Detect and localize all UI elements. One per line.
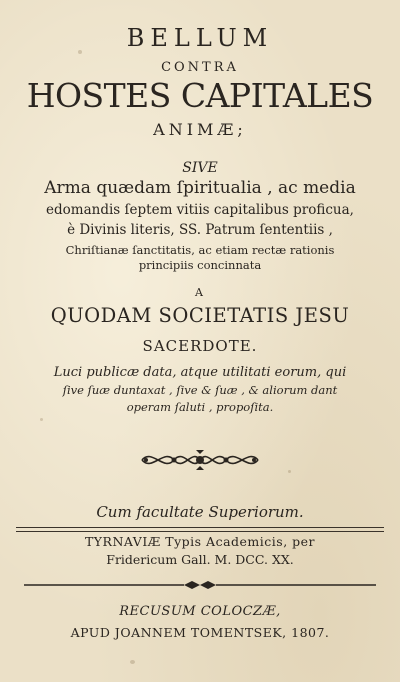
subtitle-line-4: Chriſtianæ ſanctitatis, ac etiam rectæ rationis	[65, 243, 335, 257]
author-sacerdote: SACERDOTE.	[142, 337, 258, 355]
imprint-line-1: TYRNAVIÆ Typis Academicis, per	[84, 534, 316, 549]
title-animae: ANIMÆ;	[153, 120, 247, 139]
reprint-line-1: RECUSUM COLOCZÆ,	[119, 604, 281, 619]
subtitle-line-2: edomandis ſeptem vitiis capitalibus proficua,	[46, 202, 354, 218]
rule-divider	[16, 527, 384, 528]
dedication-line-2: ſive ſuæ duntaxat , ſive & ſuæ , & aliorum dant	[62, 383, 338, 397]
dedication-line-1: Luci publicæ data, atque utilitati eorum, qui	[53, 365, 347, 380]
imprimatur-line: Cum facultate Superiorum.	[96, 503, 304, 521]
reprint-line-2: APUD JOANNEM TOMENTSEK, 1807.	[70, 625, 330, 640]
author-prefix: A	[195, 286, 205, 299]
printers-ornament	[138, 445, 262, 475]
paper-foxing-spot	[130, 660, 135, 664]
rule-divider-thin	[16, 531, 384, 532]
title-bellum: BELLUM	[126, 24, 274, 52]
subtitle-line-3: è Divinis literis, SS. Patrum ſententiis ,	[67, 222, 333, 238]
imprint-line-2: Fridericum Gall. M. DCC. XX.	[106, 552, 294, 567]
title-contra: CONTRA	[161, 60, 239, 75]
paper-foxing-spot	[288, 470, 291, 473]
subtitle-line-5: principiis concinnata	[138, 258, 262, 272]
subtitle-sive: SIVE	[182, 160, 218, 176]
paper-foxing-spot	[78, 50, 82, 54]
dedication-line-3: operam ſaluti , propoſita.	[126, 400, 274, 414]
author-line: QUODAM SOCIETATIS JESU	[50, 304, 350, 327]
title-hostes-capitales: HOSTES CAPITALES	[26, 76, 374, 115]
subtitle-line-1: Arma quædam ſpiritualia , ac media	[44, 178, 356, 198]
paper-foxing-spot	[40, 418, 43, 421]
ornamental-rule	[24, 580, 376, 590]
